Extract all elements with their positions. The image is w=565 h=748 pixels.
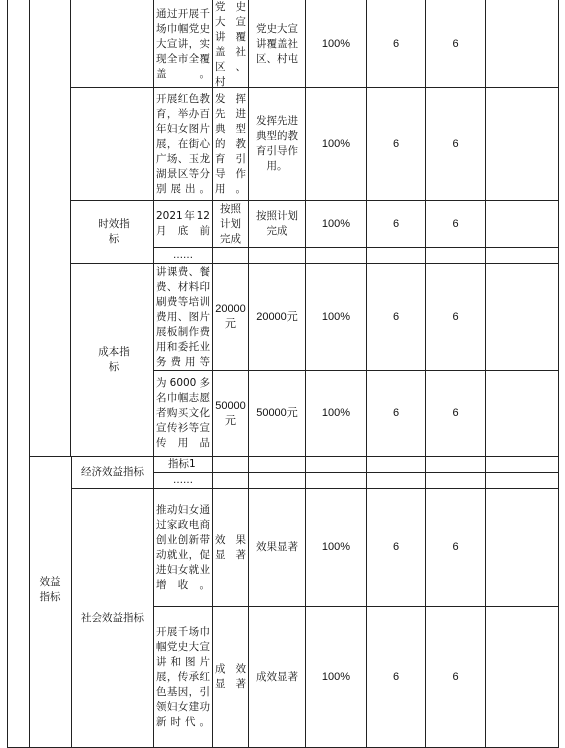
actual-cell: 20000元	[256, 310, 298, 323]
score-full-cell: 6	[392, 670, 400, 683]
content-cell: 开展红色教育，举办百年妇女图片展，在街心广场、玉龙湖景区等分别展出。	[156, 92, 210, 195]
rate-cell: 100%	[321, 310, 351, 323]
target-cell: 发挥先进典型的教育引导作用。	[215, 92, 246, 195]
actual-cell: 发挥先进典型的教育引导作用。	[256, 115, 298, 172]
score-full-cell: 6	[392, 541, 400, 553]
grid-line	[153, 247, 558, 248]
grid-line	[153, 472, 558, 473]
target-cell: 按照计划完成	[220, 202, 241, 245]
rate-cell: 100%	[321, 407, 351, 419]
content-cell: 为6000多名巾帼志愿者购买文化宣传衫等宣传用品	[156, 377, 210, 449]
grid-line	[558, 0, 559, 748]
benefit-category-label: 效益指标	[39, 576, 61, 603]
score-got-cell: 6	[452, 38, 459, 50]
social-indicator-label: 社会效益指标	[81, 611, 144, 624]
score-got-cell: 6	[452, 541, 459, 553]
actual-cell: 按照计划完成	[256, 210, 298, 237]
score-full-cell: 6	[392, 407, 400, 419]
time-category-label: 时效指标	[98, 218, 130, 245]
score-full-cell: 6	[392, 217, 400, 230]
content-cell: 通过开展千场巾帼党史大宣讲，实现全市全覆盖。	[156, 8, 210, 80]
grid-line	[70, 0, 71, 456]
score-full-cell: 6	[392, 137, 400, 150]
cost-category-label: 成本指标	[98, 346, 130, 373]
content-cell: 推动妇女通过家政电商创业创新带动就业，促进妇女就业增收。	[156, 503, 210, 591]
grid-line	[485, 0, 486, 748]
target-cell: 成效显著	[215, 663, 246, 690]
econ-indicator-item: 指标1	[168, 458, 196, 470]
actual-cell: 党史大宣讲覆盖社区、村屯	[256, 23, 298, 65]
actual-cell: 50000元	[256, 407, 298, 419]
rate-cell: 100%	[321, 217, 351, 230]
ellipsis-cell: ……	[173, 475, 193, 486]
actual-cell: 效果显著	[256, 541, 298, 553]
score-got-cell: 6	[452, 137, 459, 150]
score-got-cell: 6	[452, 310, 459, 323]
content-cell: 讲课费、餐费、材料印刷费等培训费用、图片展板制作费用和委托业务费用等	[156, 265, 210, 368]
target-cell: 50000元	[215, 399, 246, 427]
target-cell: 20000元	[215, 303, 246, 330]
score-got-cell: 6	[452, 407, 459, 419]
target-cell: 效果显著	[215, 533, 246, 561]
rate-cell: 100%	[321, 38, 351, 50]
grid-line	[7, 0, 8, 748]
score-full-cell: 6	[392, 310, 400, 323]
actual-cell: 成效显著	[256, 670, 298, 683]
score-got-cell: 6	[452, 670, 459, 683]
content-cell: 开展千场巾帼党史大宣讲和图片展，传承红色基因，引领妇女建功新时代。	[156, 625, 210, 728]
grid-line	[29, 0, 30, 748]
rate-cell: 100%	[321, 541, 351, 553]
score-full-cell: 6	[392, 38, 400, 50]
econ-indicator-label: 经济效益指标	[81, 466, 144, 478]
content-cell: 2021年12月底前	[156, 210, 210, 237]
score-got-cell: 6	[452, 217, 459, 230]
rate-cell: 100%	[321, 670, 351, 683]
rate-cell: 100%	[321, 137, 351, 150]
target-cell: 党史大宣讲覆盖社区、村	[215, 0, 246, 88]
ellipsis-cell: ……	[173, 250, 193, 261]
